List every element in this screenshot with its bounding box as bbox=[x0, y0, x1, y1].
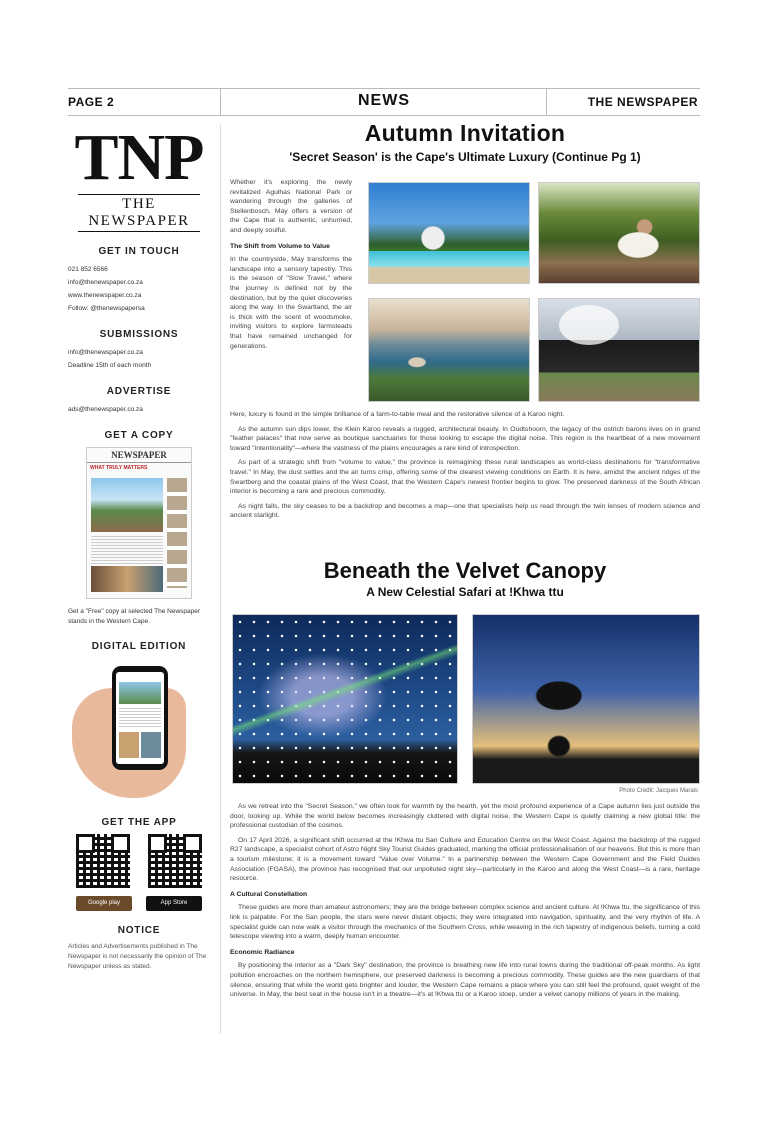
coastal-hiker-photo bbox=[368, 298, 530, 402]
logo-wordmark: THE NEWSPAPER bbox=[78, 194, 200, 232]
article-title: Beneath the Velvet Canopy bbox=[323, 558, 607, 583]
thumbnail-photo bbox=[91, 566, 163, 592]
sidebar bbox=[68, 121, 210, 972]
thumbnail-text bbox=[91, 536, 163, 564]
article-subtitle: A New Celestial Safari at !Khwa ttu bbox=[366, 585, 564, 599]
steam-train-photo bbox=[538, 298, 700, 402]
phone-in-hand-image bbox=[68, 658, 210, 803]
article-subhead: A Cultural Constellation bbox=[230, 890, 308, 898]
thumbnail-photo-column bbox=[167, 478, 187, 588]
get-a-copy-caption: Get a "Free" copy at selected The Newspaper stands in the Western Cape. bbox=[68, 608, 201, 625]
body-paragraph: As the autumn sun dips lower, the Klein Karoo reveals a rugged, architectural beauty. In Oudtshoorn, the legacy of the ostrich barons lives on in grand "feather palaces" that now serve as boutique sanctuaries for those looking to escape the digital noise. This region is the heartbeat of a new movement toward "intentionality"—where the vastness of the plains encourages a rare kind of introspection. bbox=[230, 425, 700, 452]
intro-paragraph: In the countryside, May transforms the landscape into a sensory tapestry. This is the season of "Slow Travel," where the journey is defined not by the destination, but by the quiet discoveries along the way. In the Swartland, the air is thick with the scent of woodsmoke, inviting visitors to explore farmsteads that have remained unchanged for generations. bbox=[230, 256, 352, 350]
intro-paragraph: Whether it's exploring the newly revitalized Agulhas National Park or wandering through the galleries of Stellenbosch, May offers a version of the Cape that is authentic, unhurried, and deeply soulful. bbox=[230, 179, 352, 234]
article-subhead: Economic Radiance bbox=[230, 948, 295, 956]
newspaper-cover-thumbnail bbox=[86, 447, 192, 599]
article-body bbox=[230, 410, 700, 526]
advertise-heading: ADVERTISE bbox=[106, 386, 172, 397]
ios-qr-code-icon bbox=[148, 834, 202, 888]
article-title: Autumn Invitation bbox=[364, 120, 566, 146]
get-the-app-heading: GET THE APP bbox=[101, 817, 177, 828]
page-number: PAGE 2 bbox=[68, 95, 115, 109]
vineyard-relaxing-photo bbox=[538, 182, 700, 284]
page-header bbox=[68, 88, 700, 116]
website-link[interactable]: www.thenewspaper.co.za bbox=[68, 292, 142, 299]
advertise-email[interactable]: ads@thenewspaper.co.za bbox=[68, 406, 143, 413]
submissions-heading: SUBMISSIONS bbox=[99, 329, 179, 340]
submissions-email[interactable]: info@thenewspaper.co.za bbox=[68, 349, 143, 356]
steam-cloud bbox=[559, 305, 619, 345]
digital-edition-heading: DIGITAL EDITION bbox=[91, 641, 187, 652]
body-paragraph: As night falls, the sky ceases to be a backdrop and becomes a map—one that specialists help us read through the twin lenses of modern science and ancient starlight. bbox=[230, 502, 700, 520]
body-paragraph: By positioning the interior as a "Dark Sky" destination, the province is breathing new life into rural towns during the traditional off-peak months. As light pollution encroaches on the northern hemisphere, our preserved darkness is becoming a precious commodity. These guides are the new guardians of that silence, ensuring that while the world gets brighter and louder, the Western Cape remains a place where you can still feel the profound, quiet weight of the universe. In May, the best seat in the house isn't in a theatre—it's at !Khwa ttu or a Karoo stoep, under a velvet canopy millions of years in the making. bbox=[230, 962, 700, 999]
body-paragraph: As part of a strategic shift from "volume to value," the province is reimagining these rural landscapes as world-class destinations for "transformative travel." In May, the dust settles and the air turns crisp, offering some of the clearest viewing conditions on Earth. It is here, amidst the ancient ridges of the Swartberg and the coastal plains of the West Coast, that the Western Cape's newest frontier begins to glow. The preserved darkness of the South African interior is becoming a rare and precious commodity. bbox=[230, 459, 700, 496]
body-paragraph: These guides are more than amateur astronomers; they are the bridge between complex science and ancient culture. At !Khwa ttu, the significance of this link is palpable. For the San people, the stars were never distant objects; they were integrated into navigation, spirituality, and the very rhythm of life. A specialist guide can now walk a visitor through the mechanics of the Southern Cross, while weaving in the rich tapestry of indigenous beliefs, turning a cold telescope viewing into a warm, deeply human encounter. bbox=[230, 904, 700, 941]
article-body bbox=[230, 802, 700, 1005]
thumbnail-photo bbox=[91, 478, 163, 532]
photo-credit: Photo Credit: Jacques Marais bbox=[619, 788, 698, 794]
article-subhead: The Shift from Volume to Value bbox=[230, 242, 330, 250]
thumbnail-masthead: NEWSPAPER bbox=[87, 448, 191, 463]
notice-heading: NOTICE bbox=[117, 925, 161, 936]
app-store-badges bbox=[68, 896, 210, 911]
qr-codes bbox=[68, 834, 210, 888]
android-qr-code-icon bbox=[76, 834, 130, 888]
section-title: NEWS bbox=[358, 92, 410, 109]
milky-way-photo bbox=[232, 614, 458, 784]
google-play-badge[interactable]: Google play bbox=[76, 896, 132, 911]
notice-text: Articles and Advertisements published in The Newspaper is not necessarily the opinion of The Newspaper unless as stated. bbox=[68, 943, 207, 970]
article-intro bbox=[230, 178, 352, 351]
email-link[interactable]: info@thenewspaper.co.za bbox=[68, 279, 143, 286]
stargazer-silhouette-photo bbox=[472, 614, 700, 784]
submissions-deadline: Deadline 15th of each month bbox=[68, 362, 152, 369]
logo-initials: TNP bbox=[74, 121, 204, 194]
paper-name: THE NEWSPAPER bbox=[587, 95, 698, 109]
phone-number: 021 852 6566 bbox=[68, 266, 108, 273]
body-paragraph: As we retreat into the "Secret Season," we often look for warmth by the hearth, yet the most profound experience of a Cape autumn lies just outside the door, looking up. While the world below becomes increasingly cluttered with digital noise, the Western Cape is quietly claiming a new global title: the professional custodian of the cosmos. bbox=[230, 803, 700, 830]
body-paragraph: Here, luxury is found in the simple brilliance of a farm-to-table meal and the restorative silence of a Karoo night. bbox=[230, 411, 565, 418]
get-in-touch-heading: GET IN TOUCH bbox=[98, 246, 180, 257]
social-handle: Follow: @thenewspapersa bbox=[68, 305, 145, 312]
get-a-copy-heading: GET A COPY bbox=[104, 430, 174, 441]
header-divider bbox=[546, 89, 547, 115]
article-subtitle: 'Secret Season' is the Cape's Ultimate Luxury (Continue Pg 1) bbox=[289, 150, 641, 164]
body-paragraph: On 17 April 2026, a significant shift occurred at the !Khwa ttu San Culture and Education Centre on the West Coast. Against the backdrop of the rugged R27 landscape, a specialist cohort of Astro Night Sky Tourist Guides graduated, marking the official professionalisation of our heavens. But this is more than a tourism milestone; it is a movement toward "Value over Volume." In a partnership between the Western Cape Government and the Field Guides Association (FGASA), the province has recognised that our unpolluted night sky—particularly in the Karoo and along the West Coast—is a rare, heritage resource. bbox=[230, 836, 700, 883]
logo bbox=[68, 121, 210, 232]
phone-screen bbox=[116, 672, 164, 764]
resort-pool-photo bbox=[368, 182, 530, 284]
thumbnail-headline: WHAT TRULY MATTERS bbox=[90, 465, 148, 471]
main-content bbox=[230, 120, 700, 999]
column-divider bbox=[220, 124, 221, 1034]
app-store-badge[interactable]: App Store bbox=[146, 896, 202, 911]
